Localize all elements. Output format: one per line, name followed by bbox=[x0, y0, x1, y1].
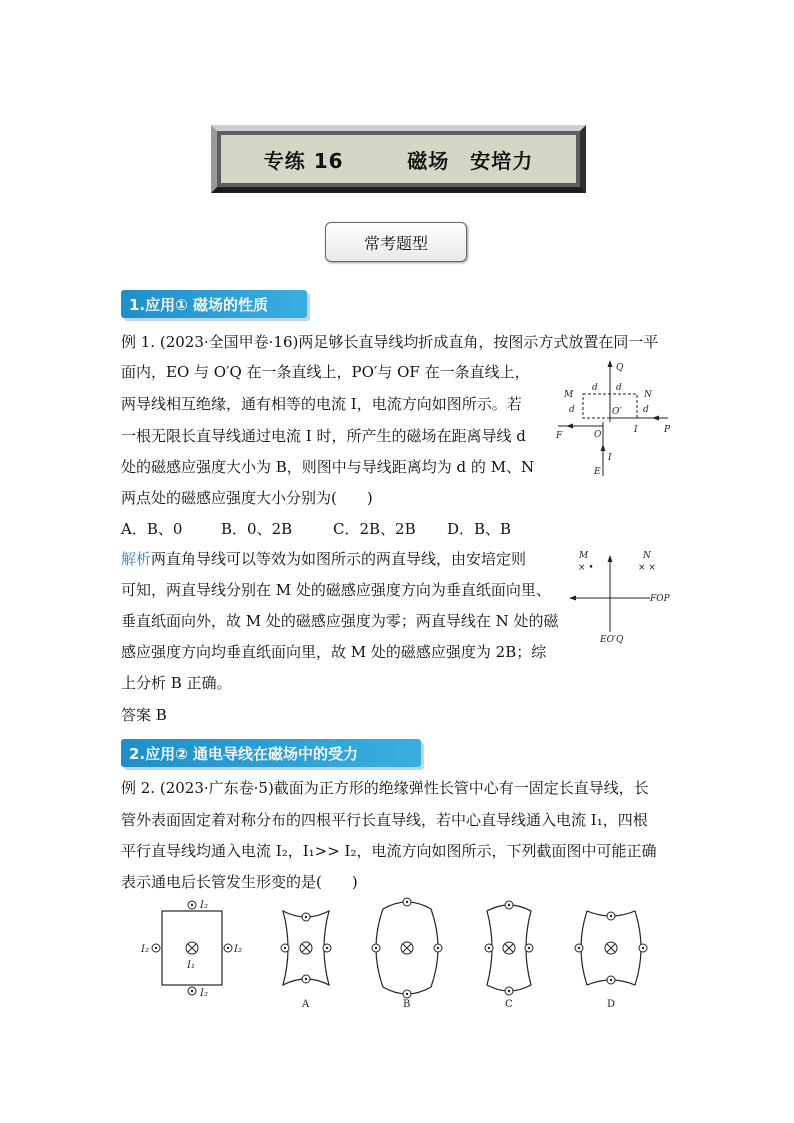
answer1: 答案 B bbox=[121, 706, 167, 724]
example1-line-6: 两点处的磁感应强度大小分别为( ) bbox=[121, 489, 373, 507]
original-square bbox=[152, 901, 232, 995]
label-f: F bbox=[556, 431, 563, 441]
sol-label-m: M bbox=[579, 551, 589, 561]
title-part1: 专练 16 bbox=[263, 148, 344, 173]
label-e: E bbox=[594, 467, 601, 477]
label-i2-right: I₂ bbox=[234, 944, 242, 955]
example1-line-2: 面内，EO 与 O′Q 在一条直线上，PO′与 OF 在一条直线上， bbox=[121, 363, 530, 381]
example2-line-4: 表示通电后长管发生形变的是( ) bbox=[121, 873, 358, 891]
label-q: Q bbox=[616, 363, 624, 373]
label-o-prime: O′ bbox=[612, 407, 622, 417]
title-banner bbox=[211, 125, 586, 193]
figure-label-d: D bbox=[607, 999, 616, 1010]
solution1-line-2: 可知，两直导线分别在 M 处的磁感应强度方向为垂直纸面向里、 bbox=[121, 581, 551, 599]
label-m: M bbox=[564, 390, 574, 400]
label-n: N bbox=[644, 390, 652, 400]
figure-label-c: C bbox=[505, 999, 513, 1010]
subtitle-box: 常考题型 bbox=[325, 222, 467, 262]
label-i-1: I bbox=[634, 425, 638, 435]
example2-line-2: 管外表面固定着对称分布的四根平行长直导线，若中心直导线通入电流 I₁，四根 bbox=[121, 811, 648, 829]
option-c-figure bbox=[485, 901, 533, 995]
solution1-line-4: 感应强度方向均垂直纸面向里，故 M 处的磁感应强度为 2B；综 bbox=[121, 643, 547, 661]
option-c: C．2B、2B bbox=[333, 520, 416, 538]
example1-line-1: 例 1. (2023·全国甲卷·16)两足够长直导线均折成直角，按图示方式放置在同一平 bbox=[121, 333, 659, 351]
section2-badge: 2.应用② 通电导线在磁场中的受力 bbox=[121, 739, 421, 767]
option-a: A．B、0 bbox=[121, 520, 183, 538]
sol-marks-n: × × bbox=[638, 563, 656, 573]
sol-label-eoq: EO′Q bbox=[600, 635, 624, 645]
option-b: B．0、2B bbox=[221, 520, 293, 538]
label-p: P bbox=[664, 425, 671, 435]
example1-line-5: 处的磁感应强度大小为 B，则图中与导线距离均为 d 的 M、N bbox=[121, 458, 535, 476]
option-d-figure bbox=[575, 911, 647, 985]
option-d: D．B、B bbox=[447, 520, 512, 538]
label-d-2: d bbox=[616, 383, 622, 393]
label-d-1: d bbox=[592, 383, 598, 393]
title-part2: 磁场 安培力 bbox=[407, 148, 534, 173]
example1-line-4: 一根无限长直导线通过电流 I 时，所产生的磁场在距离导线 d bbox=[121, 427, 526, 445]
sol-marks-m: × • bbox=[578, 563, 594, 573]
solution1-line-1: 解析两直角导线可以等效为如图所示的两直导线，由安培定则 bbox=[121, 550, 527, 568]
sol-label-fop: FOP bbox=[650, 594, 670, 604]
sol-label-n: N bbox=[643, 551, 651, 561]
solution-label: 解析 bbox=[121, 550, 152, 568]
solution1-line-5: 上分析 B 正确。 bbox=[121, 674, 232, 692]
solution1-figure bbox=[566, 548, 678, 646]
label-d-4: d bbox=[643, 405, 649, 415]
figure-label-b: B bbox=[403, 999, 411, 1010]
option-b-figure bbox=[372, 898, 442, 998]
section1-badge: 1.应用① 磁场的性质 bbox=[121, 290, 307, 318]
label-d-3: d bbox=[569, 405, 575, 415]
cross-section-figures bbox=[135, 893, 675, 1011]
solution1-line-3: 垂直纸面向外，故 M 处的磁感应强度为零；两直导线在 N 处的磁 bbox=[121, 612, 559, 630]
example2-line-1: 例 2. (2023·广东卷·5)截面为正方形的绝缘弹性长管中心有一固定长直导线，长 bbox=[121, 779, 649, 797]
label-i2-bottom: I₂ bbox=[200, 988, 208, 999]
example2-line-3: 平行直导线均通入电流 I₂，I₁>> I₂，电流方向如图所示，下列截面图中可能正确 bbox=[121, 842, 657, 860]
label-o: O bbox=[594, 430, 602, 440]
example1-line-3: 两导线相互绝缘，通有相等的电流 I，电流方向如图所示。若 bbox=[121, 395, 522, 413]
label-i1: I₁ bbox=[187, 960, 195, 971]
figure-label-a: A bbox=[302, 999, 310, 1010]
label-i2-top: I₂ bbox=[200, 900, 208, 911]
title-text bbox=[221, 135, 576, 183]
label-i-2: I bbox=[608, 453, 612, 463]
label-i2-left: I₂ bbox=[141, 944, 149, 955]
example1-wire-figure bbox=[548, 356, 678, 480]
option-a-figure bbox=[281, 911, 331, 985]
